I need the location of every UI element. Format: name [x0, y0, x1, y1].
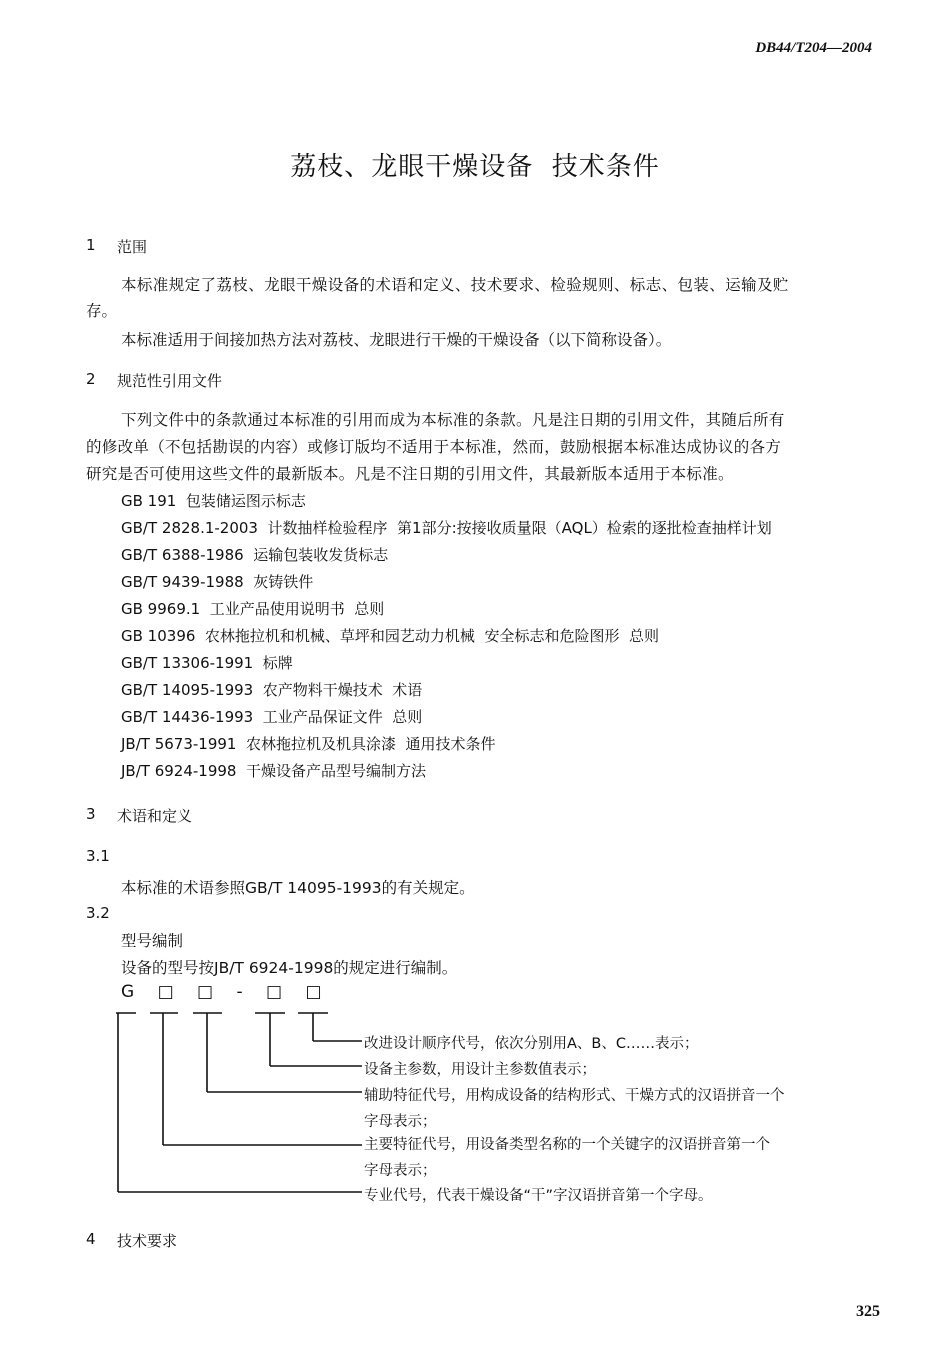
- subsection-3-2-number: 3.2: [86, 904, 110, 922]
- section-3-number: 3: [86, 805, 96, 823]
- section-2-intro-line1: 下列文件中的条款通过本标准的引用而成为本标准的条款。凡是注日期的引用文件，其随后所有: [121, 411, 785, 429]
- section-4-heading: 技术要求: [117, 1232, 178, 1250]
- subsection-3-1-number: 3.1: [86, 847, 110, 865]
- section-1-heading: 范围: [117, 238, 148, 256]
- reference-item: GB/T 13306-1991 标牌: [121, 654, 293, 672]
- section-1-number: 1: [86, 236, 96, 254]
- reference-item: GB/T 2828.1-2003 计数抽样检验程序 第1部分:按接收质量限（AQL）检索的逐批检查抽样计划: [121, 519, 772, 537]
- reference-item: JB/T 5673-1991 农林拖拉机及机具涂漆 通用技术条件: [121, 735, 496, 753]
- reference-item: JB/T 6924-1998 干燥设备产品型号编制方法: [121, 762, 426, 780]
- subsection-3-1-text: 本标准的术语参照GB/T 14095-1993的有关规定。: [121, 879, 475, 897]
- reference-item: GB/T 6388-1986 运输包装收发货标志: [121, 546, 389, 564]
- model-legend-item: 专业代号，代表干燥设备“干”字汉语拼音第一个字母。: [364, 1188, 713, 1204]
- model-legend-item: 辅助特征代号，用构成设备的结构形式、干燥方式的汉语拼音一个: [364, 1088, 785, 1104]
- section-1-para2: 本标准适用于间接加热方法对荔枝、龙眼进行干燥的干燥设备（以下简称设备）。: [121, 331, 672, 349]
- model-code-pattern: G □ □ - □ □: [121, 982, 324, 1002]
- model-legend-item: 设备主参数，用设计主参数值表示；: [364, 1062, 596, 1078]
- subsection-3-2-title: 型号编制: [121, 932, 184, 950]
- reference-item: GB/T 9439-1988 灰铸铁件: [121, 573, 314, 591]
- reference-item: GB 9969.1 工业产品使用说明书 总则: [121, 600, 385, 618]
- section-1-para1-line1: 本标准规定了荔枝、龙眼干燥设备的术语和定义、技术要求、检验规则、标志、包装、运输及贮: [121, 276, 789, 294]
- section-2-number: 2: [86, 370, 96, 388]
- reference-item: GB 10396 农林拖拉机和机械、草坪和园艺动力机械 安全标志和危险图形 总则: [121, 627, 660, 645]
- section-2-intro-line3: 研究是否可使用这些文件的最新版本。凡是不注日期的引用文件，其最新版本适用于本标准。: [86, 465, 734, 483]
- reference-item: GB 191 包装储运图示标志: [121, 492, 306, 510]
- model-legend-item: 字母表示；: [364, 1163, 437, 1179]
- section-3-heading: 术语和定义: [117, 807, 193, 825]
- model-legend-item: 主要特征代号，用设备类型名称的一个关键字的汉语拼音第一个: [364, 1137, 770, 1153]
- section-4-number: 4: [86, 1230, 96, 1248]
- model-legend-item: 改进设计顺序代号，依次分别用A、B、C……表示；: [364, 1036, 699, 1052]
- section-2-heading: 规范性引用文件: [117, 372, 223, 390]
- section-2-intro-line2: 的修改单（不包括勘误的内容）或修订版均不适用于本标准，然而，鼓励根据本标准达成协议的各方: [86, 438, 782, 456]
- model-legend-item: 字母表示；: [364, 1114, 437, 1130]
- page-number: 325: [856, 1303, 880, 1320]
- standard-code: DB44/T204—2004: [755, 40, 872, 56]
- reference-item: GB/T 14436-1993 工业产品保证文件 总则: [121, 708, 423, 726]
- page-title: 荔枝、龙眼干燥设备 技术条件: [290, 152, 660, 182]
- section-1-para1-line2: 存。: [86, 302, 118, 320]
- subsection-3-2-text: 设备的型号按JB/T 6924-1998的规定进行编制。: [121, 959, 458, 977]
- reference-item: GB/T 14095-1993 农产物料干燥技术 术语: [121, 681, 423, 699]
